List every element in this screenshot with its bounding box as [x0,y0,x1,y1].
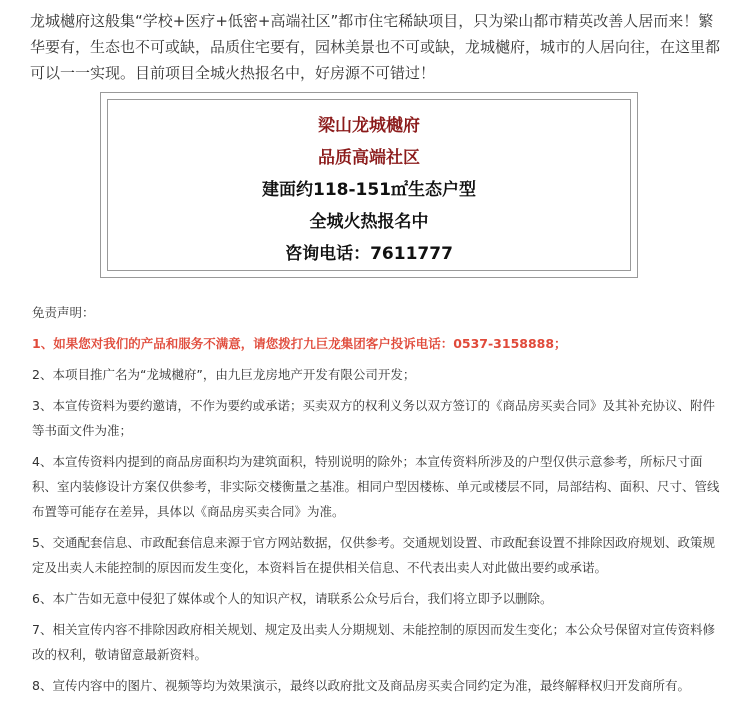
consult-phone: 咨询电话：7611777 [285,244,453,264]
registration-status: 全城火热报名中 [309,212,429,232]
highlight-box [100,92,638,278]
disclaimer-item: 3、本宣传资料为要约邀请，不作为要约或承诺；买卖双方的权利义务以双方签订的《商品房买卖合同》及其补充协议、附件等书面文件为准； [32,398,715,438]
project-name: 梁山龙城樾府 [318,116,420,136]
disclaimer-item: 7、相关宣传内容不排除因政府相关规划、规定及出卖人分期规划、未能控制的原因而发生变化；本公众号保留对宣传资料修改的权利，敬请留意最新资料。 [32,622,715,662]
disclaimer-item: 8、宣传内容中的图片、视频等均为效果演示，最终以政府批文及商品房买卖合同约定为准，最终解释权归开发商所有。 [32,678,690,693]
intro-paragraph: 龙城樾府这般集“学校+医疗+低密+高端社区”都市住宅稀缺项目，只为梁山都市精英改善人居而来！繁华要有，生态也不可或缺，品质住宅要有，园林美景也不可或缺，龙城樾府，城市的人居向往，在这里都可以一一实现。目前项目全城火热报名中，好房源不可错过！ [30,12,721,82]
disclaimer-heading: 免责声明： [32,305,95,320]
disclaimer-item: 4、本宣传资料内提到的商品房面积均为建筑面积，特别说明的除外；本宣传资料所涉及的户型仅供示意参考，所标尺寸面积、室内装修设计方案仅供参考，非实际交楼衡量之基准。相同户型因楼栋、单元或楼层不同，局部结构、面积、尺寸、管线布置等可能存在差异，具体以《商品房买卖合同》为准。 [32,454,720,519]
disclaimer-item-complaint: 1、如果您对我们的产品和服务不满意，请您拨打九巨龙集团客户投诉电话：0537-3158888； [32,336,567,351]
disclaimer-item: 2、本项目推广名为“龙城樾府”，由九巨龙房地产开发有限公司开发； [32,367,416,382]
disclaimer-section [32,300,722,704]
unit-area: 建面约118-151㎡生态户型 [261,180,477,200]
disclaimer-item: 5、交通配套信息、市政配套信息来源于官方网站数据，仅供参考。交通规划设置、市政配套设置不排除因政府规划、政策规定及出卖人未能控制的原因而发生变化，本资料旨在提供相关信息、不代表出卖人对此做出要约或承诺。 [32,535,715,575]
community-tagline: 品质高端社区 [318,148,420,168]
disclaimer-item: 6、本广告如无意中侵犯了媒体或个人的知识产权，请联系公众号后台，我们将立即予以删除。 [32,591,553,606]
highlight-box-inner [107,99,631,271]
